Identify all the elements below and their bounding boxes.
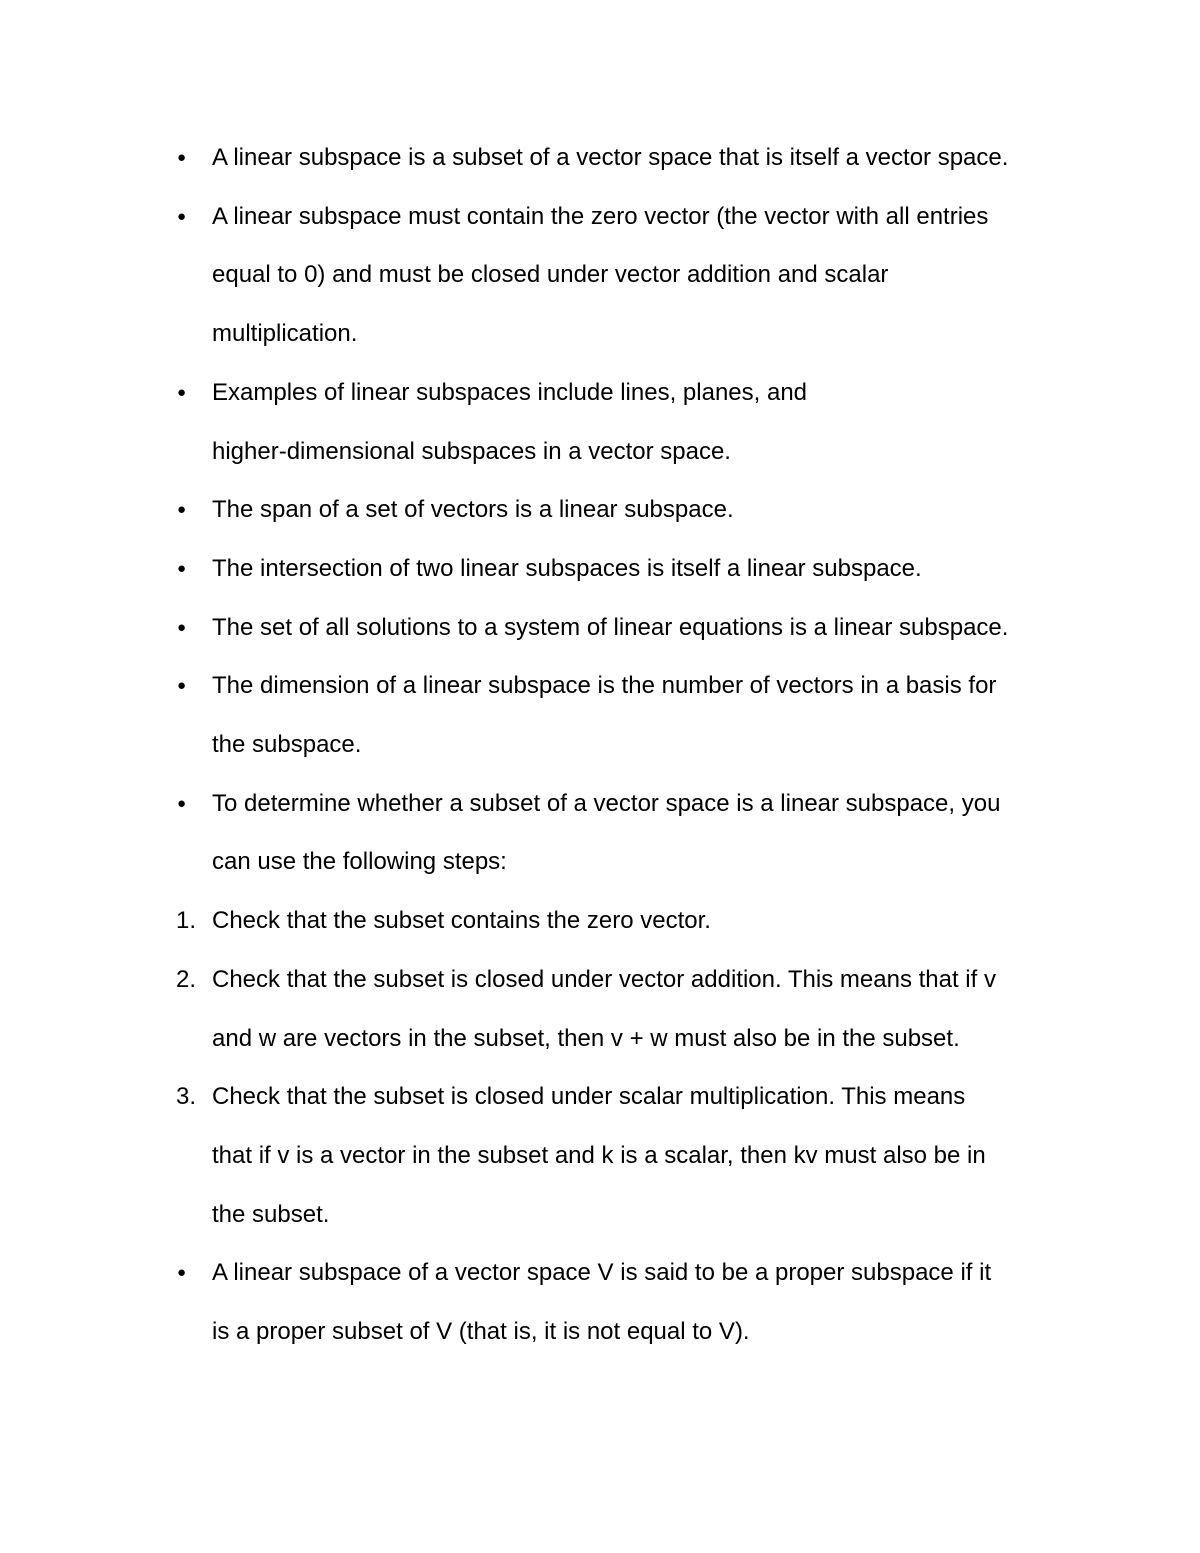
bullet-list-item	[0, 481, 1200, 540]
bullet-list-item	[0, 599, 1200, 658]
list-item-text-line: Check that the subset is closed under vector addition. This means that if v	[212, 965, 996, 993]
list-item-text-line: and w are vectors in the subset, then v + w must also be in the subset.	[212, 1024, 960, 1052]
list-item-text-line: The dimension of a linear subspace is the number of vectors in a basis for	[212, 672, 997, 700]
list-item-text-line: can use the following steps:	[212, 848, 507, 876]
list-item-text-line: that if v is a vector in the subset and k is a scalar, then kv must also be in	[212, 1141, 986, 1169]
list-item-text-line: Check that the subset is closed under scalar multiplication. This means	[212, 1083, 966, 1111]
bullet-icon: ●	[177, 559, 187, 577]
bullet-icon: ●	[177, 677, 187, 695]
list-item-text-line: the subset.	[212, 1200, 330, 1228]
list-item-text-line: A linear subspace is a subset of a vector space that is itself a vector space.	[212, 144, 1009, 171]
numbered-list-item	[0, 892, 1200, 951]
list-number: 1.	[176, 907, 197, 935]
bullet-icon: ●	[177, 383, 187, 401]
bullet-icon: ●	[177, 618, 187, 636]
bullet-list-item	[0, 775, 1200, 892]
list-number: 3.	[176, 1083, 197, 1111]
list-item-text-line: The set of all solutions to a system of linear equations is a linear subspace.	[212, 613, 1009, 641]
bullet-list-item	[0, 540, 1200, 599]
list-item-text-line: multiplication.	[212, 320, 358, 348]
list-item-text-line: The intersection of two linear subspaces is itself a linear subspace.	[212, 554, 922, 582]
list-item-text-line: is a proper subset of V (that is, it is not equal to V).	[212, 1318, 750, 1346]
document-list	[0, 129, 1200, 1362]
numbered-list-item	[0, 951, 1200, 1068]
list-item-text-line: The span of a set of vectors is a linear subspace.	[212, 496, 734, 524]
bullet-icon: ●	[177, 149, 187, 166]
bullet-list-item	[0, 1244, 1200, 1361]
list-item-text-line: To determine whether a subset of a vector space is a linear subspace, you	[212, 789, 1001, 817]
list-item-text-line: higher-dimensional subspaces in a vector space.	[212, 437, 731, 465]
bullet-list-item	[0, 188, 1200, 364]
bullet-list-item	[0, 657, 1200, 774]
bullet-list-item	[0, 129, 1200, 188]
list-item-text-line: equal to 0) and must be closed under vector addition and scalar	[212, 261, 889, 289]
bullet-icon: ●	[177, 794, 187, 812]
bullet-icon: ●	[177, 1264, 187, 1282]
list-item-text-line: A linear subspace must contain the zero vector (the vector with all entries	[212, 202, 989, 230]
bullet-icon: ●	[177, 207, 187, 225]
list-item-text-line: Examples of linear subspaces include lines, planes, and	[212, 378, 808, 406]
list-item-text-line: A linear subspace of a vector space V is said to be a proper subspace if it	[212, 1259, 992, 1287]
numbered-list-item	[0, 1068, 1200, 1244]
bullet-icon: ●	[177, 501, 187, 519]
list-number: 2.	[176, 965, 197, 993]
list-item-text-line: Check that the subset contains the zero vector.	[212, 907, 711, 935]
list-item-text-line: the subspace.	[212, 731, 362, 759]
bullet-list-item	[0, 364, 1200, 481]
